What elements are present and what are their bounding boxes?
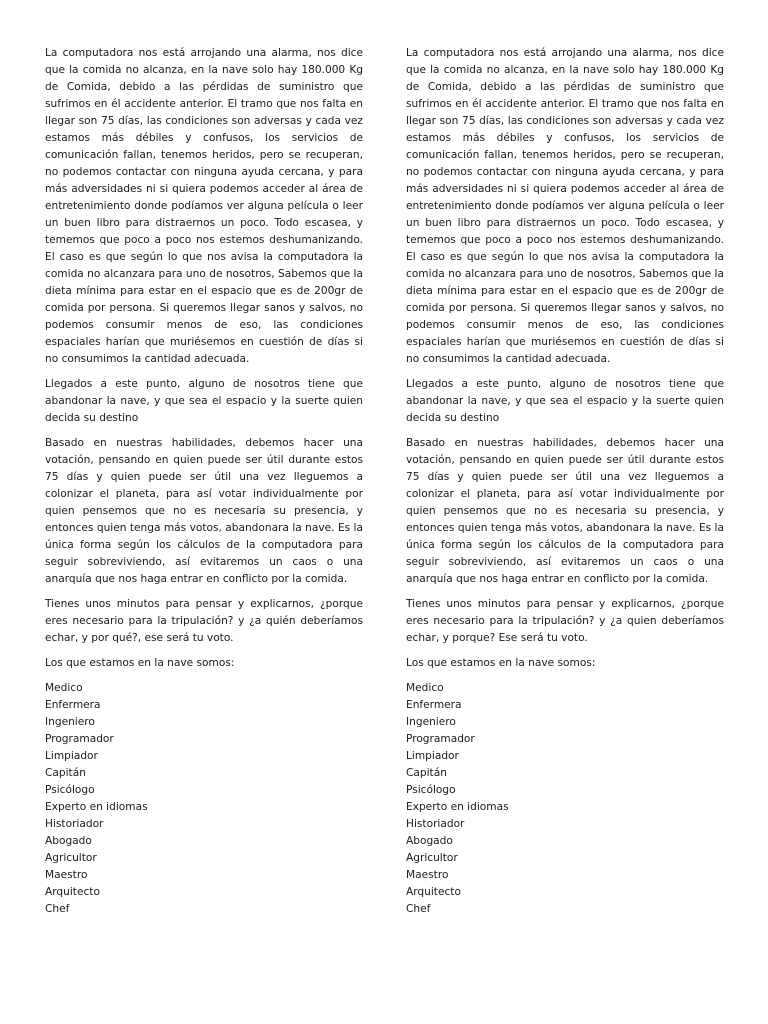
paragraph-crew-intro: Los que estamos en la nave somos: <box>406 657 596 669</box>
list-item: Capitán <box>406 767 447 779</box>
paragraph-question: Tienes unos minutos para pensar y explicarnos, ¿porque eres necesario para la tripulación? y ¿a quién deberíamos echar, y por qué?, ese será tu voto. <box>45 598 363 644</box>
list-item: Limpiador <box>45 750 98 762</box>
list-item: Ingeniero <box>45 716 95 728</box>
list-item: Experto en idiomas <box>45 801 148 813</box>
list-item: Medico <box>45 682 83 694</box>
list-item: Agricultor <box>45 852 97 864</box>
paragraph-abandon: Llegados a este punto, alguno de nosotros tiene que abandonar la nave, y que sea el espacio y la suerte quien decida su destino <box>45 378 363 424</box>
list-item: Abogado <box>406 835 453 847</box>
paragraph-alarm: La computadora nos está arrojando una alarma, nos dice que la comida no alcanza, en la nave solo hay 180.000 Kg de Comida, debido a las pérdidas de suministro que sufrimos en él accidente anterior. El tramo que nos falta en llegar son 75 días, las condiciones son adversas y cada vez estamos más débiles y confusos, los servicios de comunicación fallan, tenemos heridos, pero se recuperan, no podemos contactar con ninguna ayuda cercana, y para más adversidades ni si quiera podemos acceder al área de entretenimiento donde podíamos ver alguna película o leer un buen libro para distraernos un poco. Todo escasea, y tememos que poco a poco nos estemos deshumanizando. El caso es que según lo que nos avisa la computadora la comida no alcanzara para uno de nosotros, Sabemos que la dieta mínima para estar en el espacio que es de 200gr de comida por persona. Si queremos llegar sanos y salvos, no podemos consumir menos de eso, las condiciones espaciales harían que muriésemos en cuestión de días si no consumimos la cantidad adecuada. <box>45 47 363 365</box>
list-item: Medico <box>406 682 444 694</box>
list-item: Programador <box>45 733 114 745</box>
list-item: Enfermera <box>406 699 462 711</box>
paragraph-vote: Basado en nuestras habilidades, debemos hacer una votación, pensando en quien puede ser útil durante estos 75 días y quien puede ser útil una vez lleguemos a colonizar el planeta, para así votar individualmente por quien pensemos que no es necesaria su presencia, y entonces quien tenga más votos, abandonara la nave. Es la única forma según los cálculos de la computadora para seguir sobreviviendo, así evitaremos un caos o una anarquía que nos haga entrar en conflicto por la comida. <box>45 437 363 585</box>
list-item: Psicólogo <box>406 784 456 796</box>
list-item: Limpiador <box>406 750 459 762</box>
list-item: Maestro <box>406 869 449 881</box>
paragraph-crew-intro: Los que estamos en la nave somos: <box>45 657 235 669</box>
list-item: Enfermera <box>45 699 101 711</box>
list-item: Historiador <box>406 818 465 830</box>
list-item: Maestro <box>45 869 88 881</box>
paragraph-question: Tienes unos minutos para pensar y explicarnos, ¿porque eres necesario para la tripulación? y ¿a quien deberíamos echar, y porque? Ese será tu voto. <box>406 598 724 644</box>
list-item: Experto en idiomas <box>406 801 509 813</box>
list-item: Historiador <box>45 818 104 830</box>
right-column <box>406 45 724 918</box>
list-item: Abogado <box>45 835 92 847</box>
list-item: Programador <box>406 733 475 745</box>
list-item: Psicólogo <box>45 784 95 796</box>
paragraph-vote: Basado en nuestras habilidades, debemos hacer una votación, pensando en quien puede ser útil durante estos 75 días y quien puede ser útil una vez lleguemos a colonizar el planeta, para así votar individualmente por quien pensemos que no es necesaria su presencia, y entonces quien tenga más votos, abandonara la nave. Es la única forma según los cálculos de la computadora para seguir sobreviviendo, así evitaremos un caos o una anarquía que nos haga entrar en conflicto por la comida. <box>406 437 724 585</box>
crew-list <box>45 680 363 918</box>
list-item: Arquitecto <box>406 886 461 898</box>
list-item: Arquitecto <box>45 886 100 898</box>
paragraph-alarm: La computadora nos está arrojando una alarma, nos dice que la comida no alcanza, en la nave solo hay 180.000 Kg de Comida, debido a las pérdidas de suministro que sufrimos en él accidente anterior. El tramo que nos falta en llegar son 75 días, las condiciones son adversas y cada vez estamos más débiles y confusos, los servicios de comunicación fallan, tenemos heridos, pero se recuperan, no podemos contactar con ninguna ayuda cercana, y para más adversidades ni si quiera podemos acceder al área de entretenimiento donde podíamos ver alguna película o leer un buen libro para distraernos un poco. Todo escasea, y tememos que poco a poco nos estemos deshumanizando. El caso es que según lo que nos avisa la computadora la comida no alcanzara para uno de nosotros, Sabemos que la dieta mínima para estar en el espacio que es de 200gr de comida por persona. Si queremos llegar sanos y salvos, no podemos consumir menos de eso, las condiciones espaciales harían que muriésemos en cuestión de días si no consumimos la cantidad adecuada. <box>406 47 724 365</box>
list-item: Chef <box>45 903 70 915</box>
paragraph-abandon: Llegados a este punto, alguno de nosotros tiene que abandonar la nave, y que sea el espacio y la suerte quien decida su destino <box>406 378 724 424</box>
list-item: Chef <box>406 903 431 915</box>
list-item: Ingeniero <box>406 716 456 728</box>
list-item: Capitán <box>45 767 86 779</box>
left-column <box>45 45 363 918</box>
list-item: Agricultor <box>406 852 458 864</box>
crew-list <box>406 680 724 918</box>
